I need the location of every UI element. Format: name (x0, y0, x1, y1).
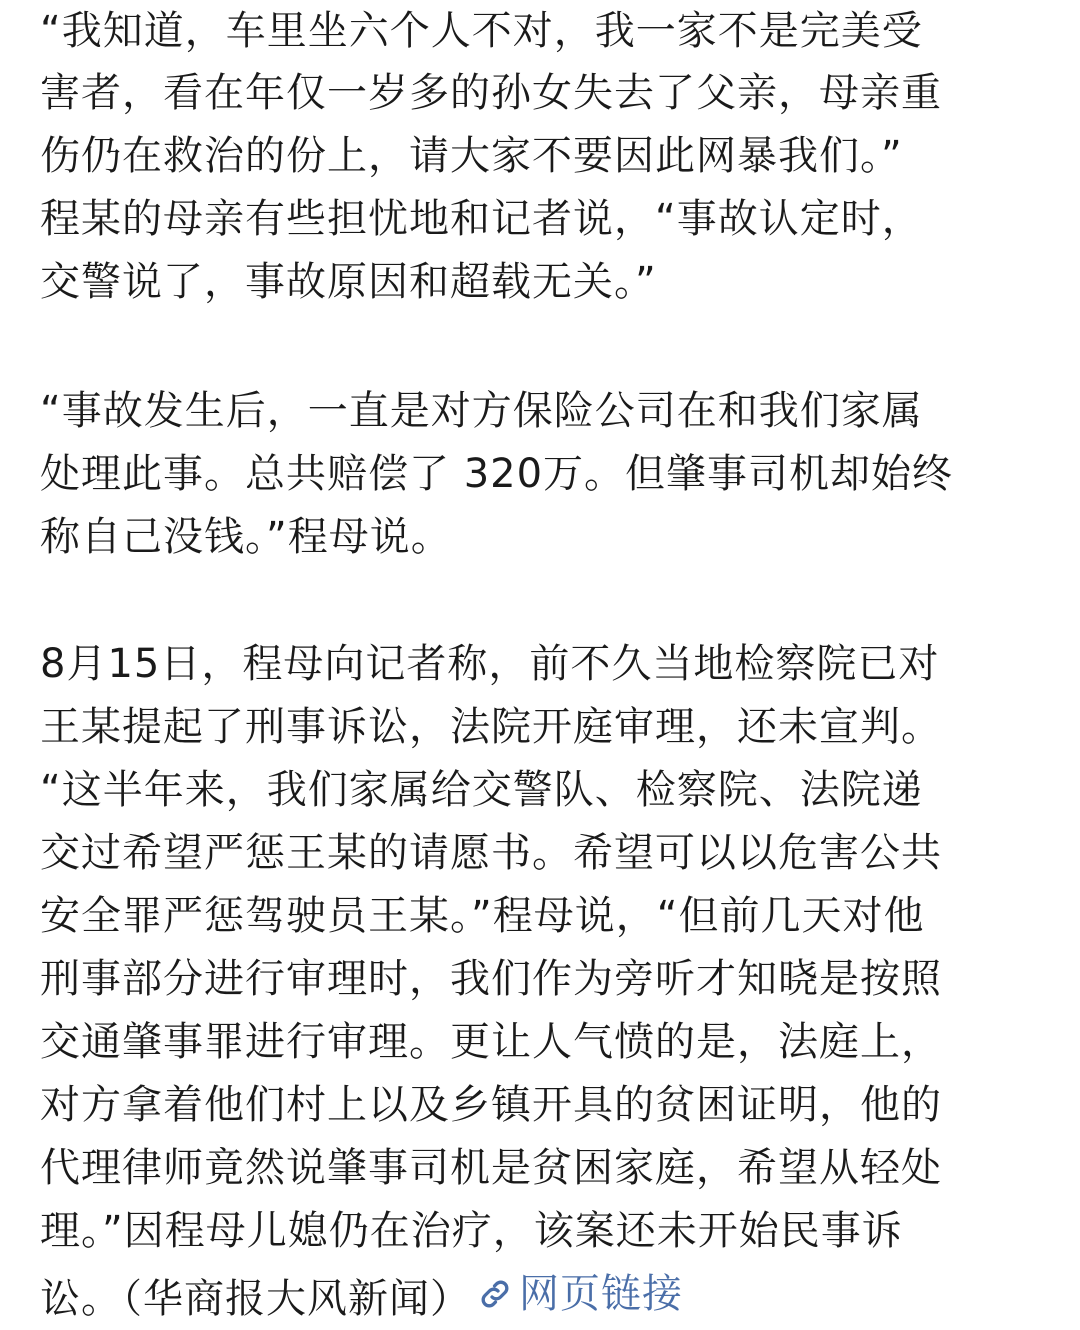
paragraph-3-line-5: 安全罪严惩驾驶员王某。”程母说，“但前几天对他 (40, 893, 925, 939)
paragraph-1-line-1: “我知道，车里坐六个人不对，我一家不是完美受 (40, 8, 923, 54)
paragraph-3-line-6: 刑事部分进行审理时，我们作为旁听才知晓是按照 (40, 956, 942, 1002)
paragraph-1-line-3: 伤仍在救治的份上，请大家不要因此网暴我们。” (40, 133, 903, 179)
paragraph-3-line-9: 代理律师竟然说肇事司机是贫困家庭，希望从轻处 (40, 1145, 942, 1191)
paragraph-3-last-text: 讼。（华商报大风新闻） (40, 1276, 471, 1322)
paragraph-3-line-1: 8月15日，程母向记者称，前不久当地检察院已对 (40, 641, 940, 687)
paragraph-1-line-2: 害者，看在年仅一岁多的孙女失去了父亲，母亲重 (40, 70, 942, 116)
paragraph-2-line-2: 处理此事。总共赔偿了 320万。但肇事司机却始终 (40, 451, 954, 497)
paragraph-3-line-2: 王某提起了刑事诉讼，法院开庭审理，还未宣判。 (40, 704, 942, 750)
paragraph-3-line-8: 对方拿着他们村上以及乡镇开具的贫困证明，他的 (40, 1082, 942, 1128)
paragraph-2-line-1: “事故发生后，一直是对方保险公司在和我们家属 (40, 388, 923, 434)
link-icon (477, 1276, 513, 1312)
paragraph-3-line-10: 理。”因程母儿媳仍在治疗，该案还未开始民事诉 (40, 1208, 903, 1254)
paragraph-2-line-3: 称自己没钱。”程母说。 (40, 514, 452, 560)
web-link[interactable] (477, 1263, 683, 1325)
paragraph-1-line-4: 程某的母亲有些担忧地和记者说，“事故认定时， (40, 196, 923, 242)
paragraph-3-line-7: 交通肇事罪进行审理。更让人气愤的是，法庭上， (40, 1019, 942, 1065)
watermark (790, 1292, 1060, 1318)
paragraph-3-line-4: 交过希望严惩王某的请愿书。希望可以以危害公共 (40, 830, 942, 876)
web-link-label[interactable]: 网页链接 (519, 1271, 683, 1317)
paragraph-1-line-5: 交警说了，事故原因和超载无关。” (40, 259, 657, 305)
paragraph-3-line-3: “这半年来，我们家属给交警队、检察院、法院递 (40, 767, 923, 813)
